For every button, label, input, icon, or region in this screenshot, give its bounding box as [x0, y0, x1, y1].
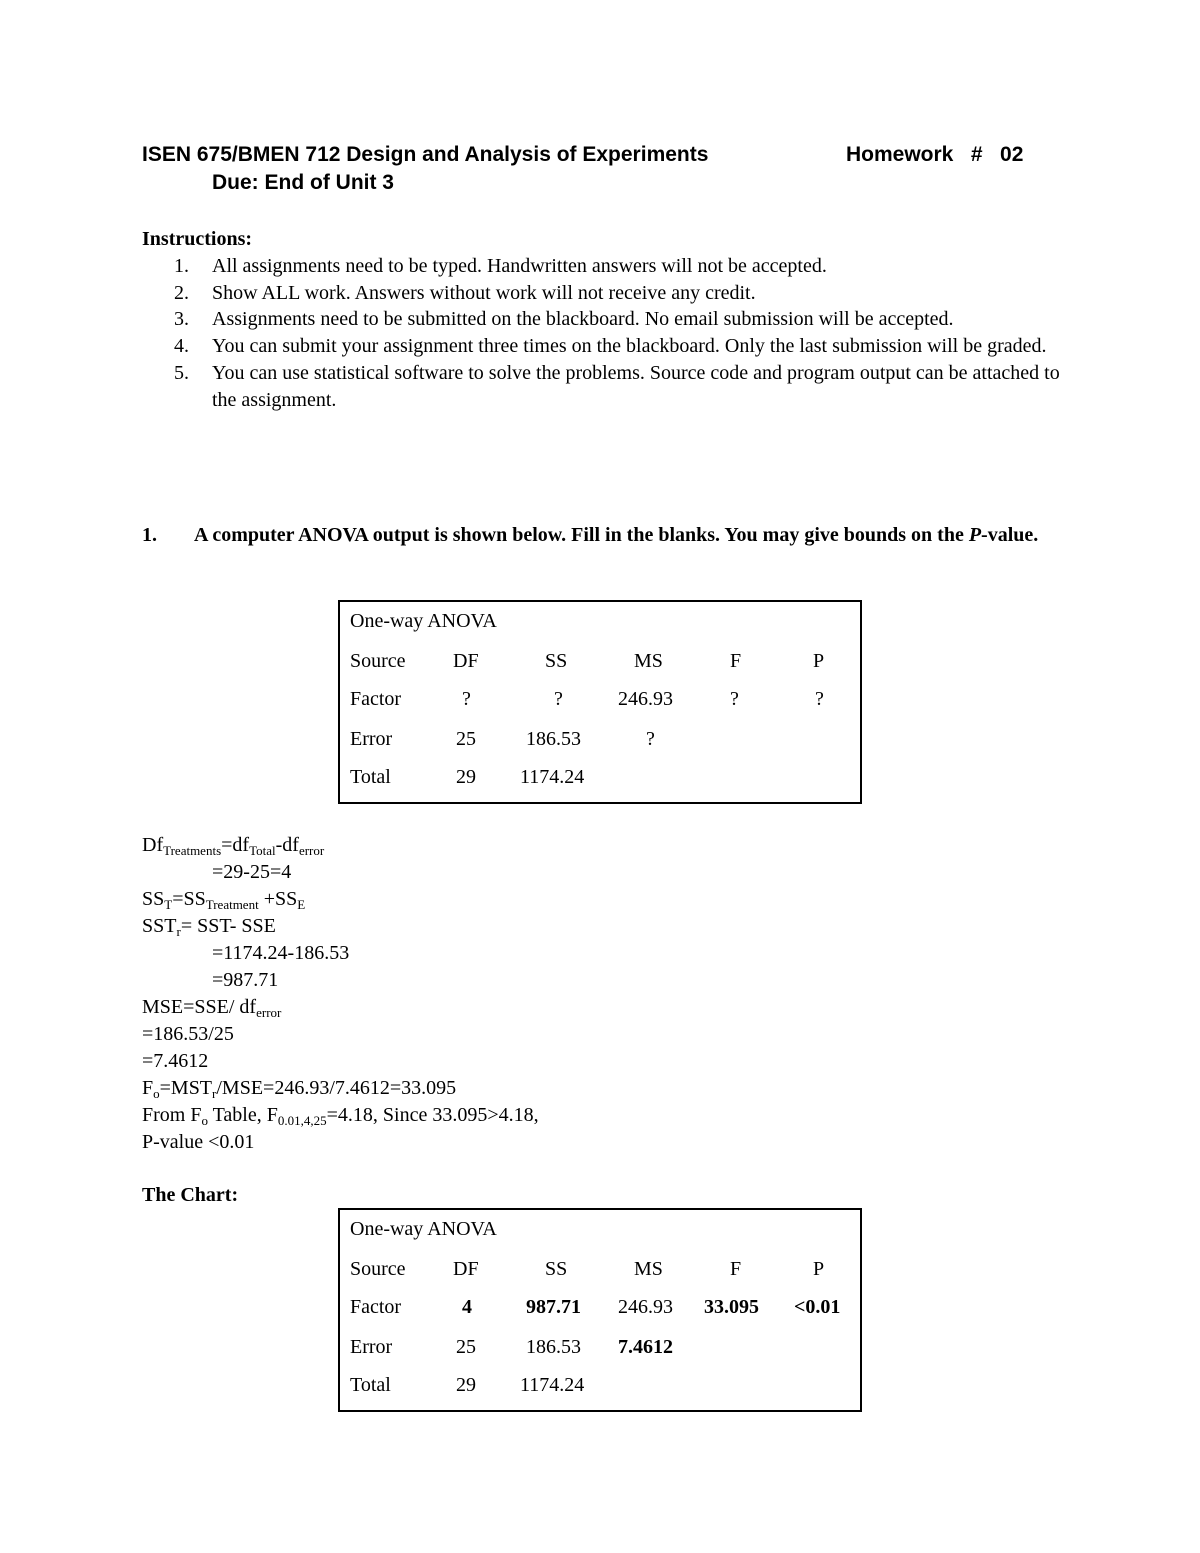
col-header: P	[813, 1258, 825, 1280]
work-line: P-value <0.01	[142, 1131, 255, 1153]
text: =MST	[159, 1077, 213, 1099]
cell: Factor	[350, 688, 402, 710]
instruction-text: You can submit your assignment three times on the blackboard. Only the last submission will be graded.	[212, 335, 1047, 358]
text: = SST- SSE	[180, 915, 276, 937]
cell: 1174.24	[520, 766, 585, 788]
worked-solution	[142, 832, 539, 1156]
text: Df	[142, 834, 164, 856]
table-row	[340, 1336, 860, 1363]
cell: 29	[456, 766, 476, 788]
work-line: =29-25=4	[212, 861, 292, 883]
instruction-number: 3.	[174, 308, 189, 331]
question-text: A computer ANOVA output is shown below. Fill in the blanks. You may give bounds on the	[194, 524, 969, 546]
subscript: r	[212, 1086, 217, 1101]
answer-cell: 4	[462, 1296, 472, 1318]
col-header: SS	[545, 1258, 568, 1280]
instruction-number: 2.	[174, 281, 189, 304]
answer-cell: 987.71	[526, 1296, 581, 1318]
subscript: T	[164, 897, 173, 912]
work-line: =1174.24-186.53	[212, 942, 350, 964]
instruction-item	[142, 333, 1072, 360]
work-line	[142, 886, 539, 913]
text: From F	[142, 1104, 202, 1126]
col-header: Source	[350, 1258, 406, 1280]
work-line: =987.71	[212, 969, 279, 991]
cell: Factor	[350, 1296, 402, 1318]
text: =SS	[172, 888, 206, 910]
col-header: Source	[350, 650, 406, 672]
work-line	[142, 832, 539, 859]
table-row	[340, 728, 860, 755]
cell: ?	[462, 688, 471, 710]
text: -df	[275, 834, 299, 856]
instruction-text: Assignments need to be submitted on the blackboard. No email submission will be accepted.	[212, 308, 954, 331]
subscript: 0.01,4,25	[277, 1113, 327, 1128]
text: =4.18, Since 33.095>4.18,	[326, 1104, 539, 1126]
table-title: One-way ANOVA	[350, 1218, 497, 1240]
col-header: DF	[453, 1258, 479, 1280]
subscript: Total	[249, 843, 276, 858]
anova-table-filled	[338, 1208, 862, 1412]
subscript: o	[201, 1113, 208, 1128]
instruction-item	[142, 360, 1072, 414]
col-header: SS	[545, 650, 568, 672]
instruction-number: 4.	[174, 335, 189, 358]
homework-number: Homework # 02	[846, 143, 1024, 166]
cell: Total	[350, 1374, 391, 1396]
cell: 1174.24	[520, 1374, 585, 1396]
answer-cell: 33.095	[704, 1296, 759, 1318]
text: +SS	[258, 888, 298, 910]
cell: 246.93	[618, 688, 673, 710]
cell: ?	[646, 728, 655, 750]
col-header: F	[730, 1258, 742, 1280]
instruction-text: You can use statistical software to solve the problems. Source code and program output can be attached to the assignment.	[212, 361, 1060, 411]
work-line	[142, 1102, 539, 1129]
instruction-text: All assignments need to be typed. Handwritten answers will not be accepted.	[212, 254, 827, 277]
col-header: DF	[453, 650, 479, 672]
cell: 29	[456, 1374, 476, 1396]
table-title: One-way ANOVA	[350, 610, 497, 632]
cell: 25	[456, 728, 476, 750]
instructions-section	[142, 226, 1072, 414]
cell: Total	[350, 766, 391, 788]
subscript: error	[298, 843, 325, 858]
anova-table-blank	[338, 600, 862, 804]
subscript: Treatments	[163, 843, 222, 858]
table-row	[340, 766, 860, 793]
instruction-item	[142, 306, 1072, 333]
question-1	[142, 522, 1072, 549]
cell: 186.53	[526, 1336, 581, 1358]
instructions-list	[142, 253, 1072, 414]
instruction-number: 5.	[174, 361, 189, 384]
work-line	[142, 1075, 539, 1102]
work-line: =186.53/25	[142, 1023, 234, 1045]
question-text-end: -value.	[981, 524, 1039, 546]
course-title: ISEN 675/BMEN 712 Design and Analysis of Experiments	[142, 143, 709, 166]
cell: ?	[815, 688, 824, 710]
table-header-row	[340, 1258, 860, 1285]
table-row	[340, 1374, 860, 1401]
subscript: error	[256, 1005, 282, 1020]
answer-cell: <0.01	[794, 1296, 841, 1318]
text: SST	[142, 915, 177, 937]
cell: 25	[456, 1336, 476, 1358]
cell: Error	[350, 1336, 393, 1358]
subscript: o	[153, 1086, 160, 1101]
cell: ?	[554, 688, 563, 710]
col-header: MS	[634, 1258, 663, 1280]
text: =df	[221, 834, 250, 856]
table-row	[340, 1296, 860, 1323]
question-number: 1.	[142, 524, 157, 546]
text: /MSE=246.93/7.4612=33.095	[216, 1077, 457, 1099]
cell: ?	[730, 688, 739, 710]
table-row	[340, 688, 860, 715]
chart-heading: The Chart:	[142, 1184, 239, 1206]
col-header: MS	[634, 650, 663, 672]
instruction-text: Show ALL work. Answers without work will not receive any credit.	[212, 281, 756, 304]
cell: 246.93	[618, 1296, 673, 1318]
table-header-row	[340, 650, 860, 677]
text: SS	[142, 888, 165, 910]
instruction-number: 1.	[174, 254, 189, 277]
subscript: E	[297, 897, 306, 912]
col-header: P	[813, 650, 825, 672]
subscript: r	[176, 924, 181, 939]
answer-cell: 7.4612	[618, 1336, 673, 1358]
work-line: =7.4612	[142, 1050, 209, 1072]
instructions-heading: Instructions:	[142, 228, 253, 250]
instruction-item	[142, 253, 1072, 280]
question-p-italic: P	[968, 524, 982, 546]
subscript: Treatment	[205, 897, 259, 912]
work-line	[142, 994, 539, 1021]
text: Table, F	[207, 1104, 278, 1126]
instruction-item	[142, 280, 1072, 307]
due-date: Due: End of Unit 3	[212, 171, 394, 194]
text: MSE=SSE/ df	[142, 996, 257, 1018]
cell: Error	[350, 728, 393, 750]
cell: 186.53	[526, 728, 581, 750]
text: F	[142, 1077, 154, 1099]
work-line	[142, 913, 539, 940]
col-header: F	[730, 650, 742, 672]
